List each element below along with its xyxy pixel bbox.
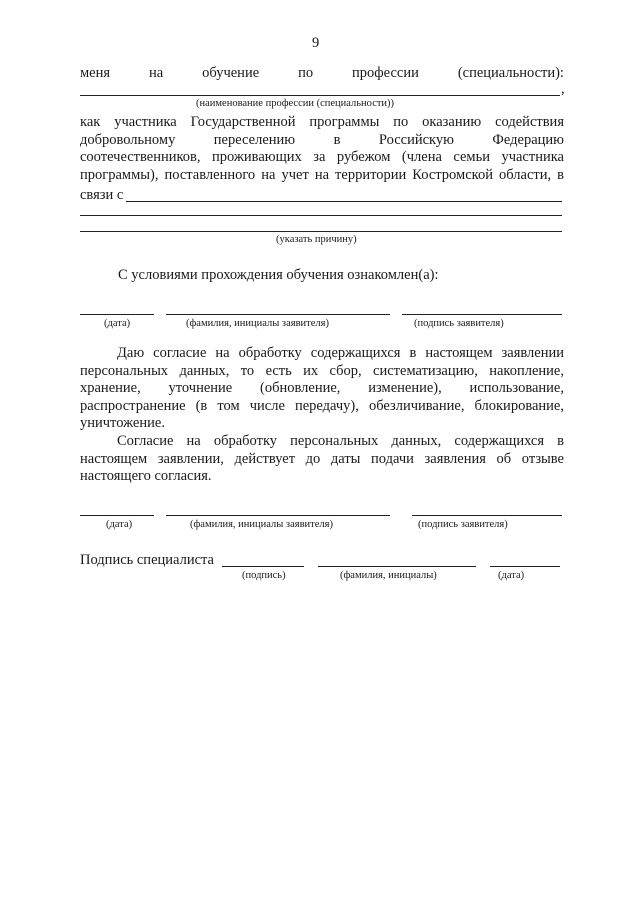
caption-profession: (наименование профессии (специальности)) <box>196 98 395 109</box>
reason-field-line-3[interactable] <box>80 231 562 232</box>
profession-line <box>80 64 564 82</box>
consent2-line-1: Согласие на обработку персональных данных, содержащихся в <box>117 433 564 449</box>
consent1-line-3: хранение, уточнение (обновление, изменение), использование, <box>80 380 564 397</box>
profession-word-5: профессии <box>352 65 419 81</box>
name-field-1[interactable] <box>166 314 390 315</box>
caption-specialist-sign: (подпись) <box>242 570 286 581</box>
caption-specialist-name: (фамилия, инициалы) <box>340 570 437 581</box>
caption-sign-1: (подпись заявителя) <box>414 318 504 329</box>
specialist-label: Подпись специалиста <box>80 552 214 568</box>
profession-word-6: (специальности): <box>457 65 564 81</box>
reason-prefix: связи с <box>80 187 124 203</box>
participant-line-3: соотечественников, проживающих за рубежом (члена семьи участника <box>80 149 564 166</box>
caption-date-2: (дата) <box>106 519 133 530</box>
caption-sign-2: (подпись заявителя) <box>418 519 508 530</box>
consent1-line-5: уничтожение. <box>80 415 165 432</box>
profession-word-4: по <box>298 65 314 81</box>
acquainted-text: С условиями прохождения обучения ознакомлен(а): <box>118 267 439 283</box>
profession-comma: , <box>561 81 565 97</box>
participant-line-4: программы), поставленного на учет на территории Костромской области, в <box>80 166 564 183</box>
consent2-line-2: настоящем заявлении, действует до даты подачи заявления об отзыве <box>80 450 564 467</box>
caption-date-1: (дата) <box>104 318 131 329</box>
profession-word-3: обучение <box>202 65 260 81</box>
consent-paragraph-2 <box>80 433 564 486</box>
consent-paragraph-1 <box>80 345 564 433</box>
profession-word-2: на <box>148 65 164 81</box>
name-field-2[interactable] <box>166 515 390 516</box>
reason-field-line-1[interactable] <box>126 201 562 202</box>
participant-line-1: как участника Государственной программы по оказанию содействия <box>80 114 564 130</box>
participant-paragraph <box>80 114 564 184</box>
caption-specialist-date: (дата) <box>498 570 525 581</box>
caption-reason: (указать причину) <box>276 234 357 245</box>
specialist-date-field[interactable] <box>490 566 560 567</box>
signature-field-1[interactable] <box>402 314 562 315</box>
specialist-signature-field[interactable] <box>222 566 304 567</box>
date-field-1[interactable] <box>80 314 154 315</box>
consent1-line-2: персональных данных, то есть их сбор, систематизацию, накопление, <box>80 362 564 379</box>
caption-name-2: (фамилия, инициалы заявителя) <box>190 519 333 530</box>
date-field-2[interactable] <box>80 515 154 516</box>
profession-word-1: меня <box>80 65 111 81</box>
caption-name-1: (фамилия, инициалы заявителя) <box>186 318 329 329</box>
profession-field-line[interactable] <box>80 95 560 96</box>
specialist-name-field[interactable] <box>318 566 476 567</box>
signature-field-2[interactable] <box>412 515 562 516</box>
consent1-line-1: Даю согласие на обработку содержащихся в настоящем заявлении <box>117 345 564 361</box>
reason-field-line-2[interactable] <box>80 215 562 216</box>
page-number: 9 <box>312 35 320 51</box>
consent2-line-3: настоящего согласия. <box>80 468 212 485</box>
participant-line-2: добровольному переселению в Российскую Федерацию <box>80 131 564 148</box>
consent1-line-4: распространение (в том числе передачу), обезличивание, блокирование, <box>80 397 564 414</box>
